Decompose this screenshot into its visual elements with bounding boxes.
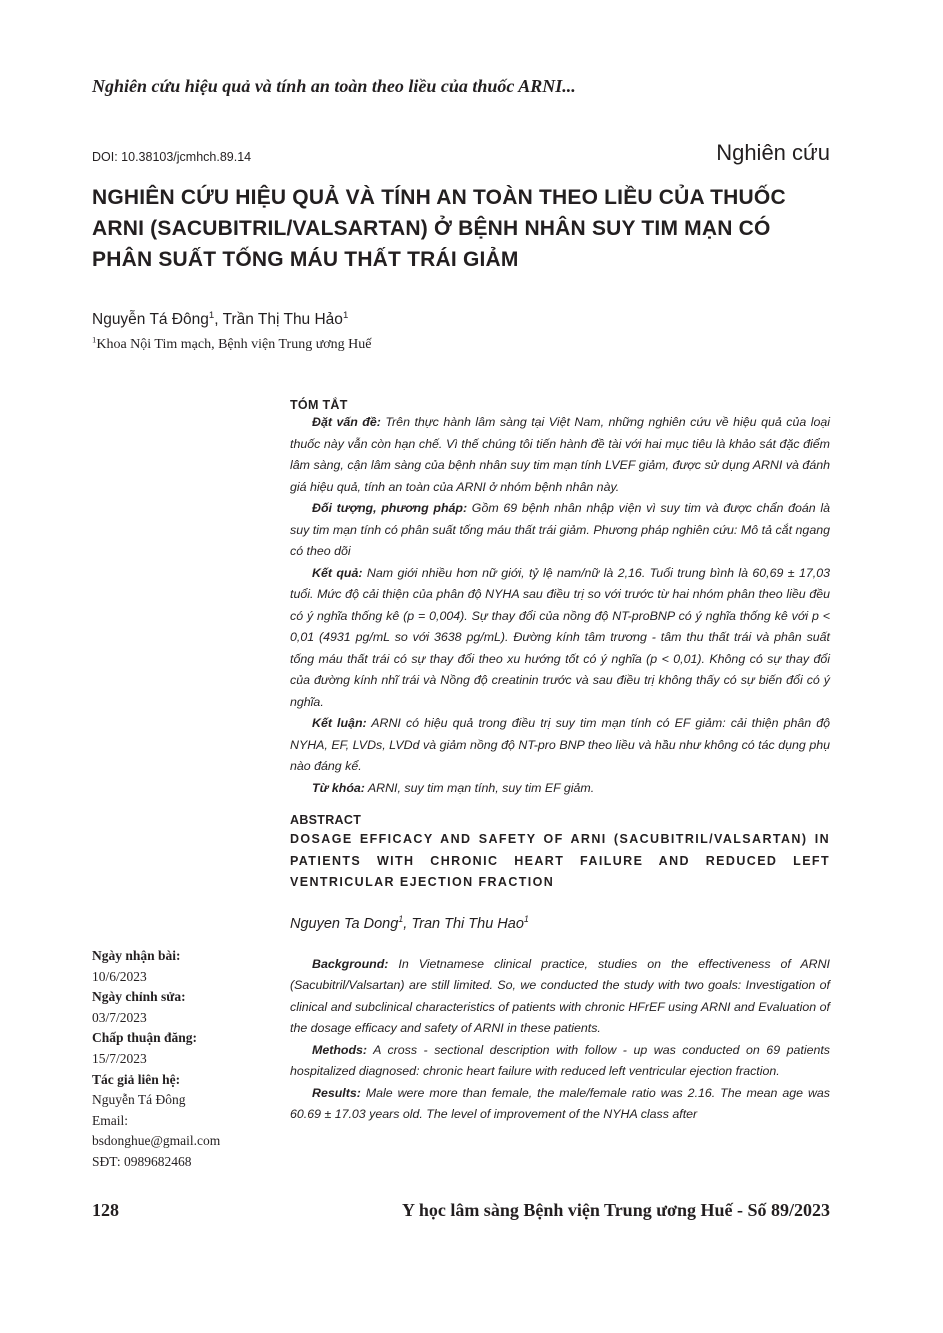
abstract-area [290,398,830,1126]
results-label: Results: [312,1085,361,1100]
revised-label: Ngày chỉnh sửa: [92,989,186,1005]
author-name: Nguyễn Tá Đông [92,311,209,328]
affiliation-text: Khoa Nội Tim mạch, Bệnh viện Trung ương Huế [96,337,372,352]
phone: SĐT: 0989682468 [92,1153,192,1169]
contact-label: Tác giả liên hệ: [92,1071,181,1087]
accepted-value: 15/7/2023 [92,1050,147,1066]
english-title: DOSAGE EFFICACY AND SAFETY OF ARNI (SACUBITRIL/VALSARTAN) IN PATIENTS WITH CHRONIC HEART FAILURE AND REDUCED LEFT VENTRICULAR EJECTION FRACTION [290,832,830,889]
email-label: Email: [92,1112,128,1128]
tu-khoa-label: Từ khóa: [312,780,365,795]
ket-qua-label: Kết quả: [312,565,363,580]
title-line: PHÂN SUẤT TỐNG MÁU THẤT TRÁI GIẢM [92,248,519,271]
page-number: 128 [92,1200,119,1220]
doi-tuong-text: Gồm 69 bệnh nhân nhập viện vì suy tim và được chẩn đoán là suy tim mạn tính có phân suất tống máu thất trái giảm. Phương pháp nghiên cứu: Mô tả cắt ngang có theo dõi [290,501,831,558]
methods-text: A cross - sectional description with follow - up was conducted on 69 patients hospitalized diagnosed: chronic heart failure with reduced left ventricular ejection fraction. [290,1042,830,1078]
email-value: bsdonghue@gmail.com [92,1133,221,1149]
tom-tat-paragraph [290,498,830,563]
tom-tat-paragraph [290,713,830,778]
accepted-label: Chấp thuận đăng: [92,1030,198,1046]
background-text: In Vietnamese clinical practice, studies on the effectiveness of ARNI (Sacubitril/Valsartan) are still limited. So, we conducted the study with two goals: Investigation of clinical and subclinical characteristics of patients with chronic HFrEF using ARNI and Evaluation of the dosage efficacy and safety of ARNI in these patients. [290,956,830,1035]
contact-name: Nguyễn Tá Đông [92,1092,186,1108]
tu-khoa-text: ARNI, suy tim mạn tính, suy tim EF giảm. [364,780,595,795]
journal-footer: Y học lâm sàng Bệnh viện Trung ương Huế - Số 89/2023 [401,1200,830,1220]
tom-tat-paragraph [290,778,830,800]
abstract-paragraph [290,1083,830,1126]
author-separator: , [214,311,223,328]
author-name: Trần Thị Thu Hảo [222,311,343,328]
author-affiliation-sup: 1 [523,913,529,924]
ket-qua-text: Nam giới nhiều hơn nữ giới, tỷ lệ nam/nữ là 2,16. Tuổi trung bình là 60,69 ± 17,03 tuổi. Mức độ cải thiện của phân độ NYHA sau điều trị so với trước từ hai nhóm phân theo liều đều có ý nghĩa thống kê (p = 0,004). Sự thay đổi của nồng độ NT-proBNP có ý nghĩa thống kê với p < 0,01 (4931 pg/mL so với 3638 pg/mL). Đường kính tâm trương - tâm thu thất trái và phân suất tống máu thất trái có sự thay đổi theo xu hướng tốt có ý nghĩa (p < 0,01). Không có sự thay đổi của đường kính nhĩ trái và Nồng độ creatinin trước và sau điều trị không thấy có sự biến đổi có ý nghĩa. [290,565,830,709]
title-line: NGHIÊN CỨU HIỆU QUẢ VÀ TÍNH AN TOÀN THEO LIỀU CỦA THUỐC [92,186,786,209]
author-affiliation-sup: 1 [208,309,215,321]
ket-luan-text: ARNI có hiệu quả trong điều trị suy tim mạn tính có EF giảm: cải thiện phân độ NYHA, EF, LVDs, LVDd và giảm nồng độ NT-pro BNP theo liều và hầu như không có tác dụng phụ nào đáng kể. [290,716,831,773]
author-separator: , [403,915,412,932]
received-value: 10/6/2023 [92,968,147,984]
authors [92,311,348,329]
article-title [92,182,832,275]
tom-tat-heading: TÓM TẮT [290,398,348,412]
doi-tuong-label: Đối tượng, phương pháp: [312,501,468,515]
abstract-heading: ABSTRACT [290,813,362,827]
running-header: Nghiên cứu hiệu quả và tính an toàn theo liều của thuốc ARNI... [92,76,576,96]
tom-tat-paragraph [290,563,830,714]
tom-tat-paragraph [290,412,830,498]
section-label: Nghiên cứu [716,140,830,165]
doi: DOI: 10.38103/jcmhch.89.14 [92,150,252,164]
author-name: Nguyen Ta Dong [290,915,399,932]
results-text: Male were more than female, the male/female ratio was 2.16. The mean age was 60.69 ± 17.03 years old. The level of improvement of the NYHA class after [290,1085,830,1121]
ket-luan-label: Kết luận: [312,716,367,730]
background-label: Background: [312,956,389,971]
author-affiliation-sup: 1 [342,309,349,321]
english-authors [290,913,830,932]
author-affiliation-sup: 1 [398,913,404,924]
article-info-sidebar [92,946,277,1173]
abstract-paragraph [290,954,830,1040]
methods-label: Methods: [312,1042,368,1057]
abstract-paragraph [290,1040,830,1083]
affiliation-sup: 1 [92,334,97,345]
received-label: Ngày nhận bài: [92,948,181,963]
revised-value: 03/7/2023 [92,1009,147,1025]
affiliation [92,334,372,353]
author-name: Tran Thi Thu Hao [411,915,524,932]
dat-van-de-text: Trên thực hành lâm sàng tại Việt Nam, những nghiên cứu về hiệu quả của loại thuốc này vẫn còn hạn chế. Vì thế chúng tôi tiến hành đề tài với hai mục tiêu là khảo sát đặc điểm lâm sàng, cận lâm sàng của bệnh nhân suy tim mạn tính LVEF giảm, được sử dụng ARNI và đánh giá hiệu quả, tính an toàn của ARNI ở nhóm bệnh nhân này. [290,415,831,494]
dat-van-de-label: Đặt vấn đề: [312,415,381,429]
title-line: ARNI (SACUBITRIL/VALSARTAN) Ở BỆNH NHÂN SUY TIM MẠN CÓ [92,217,771,240]
